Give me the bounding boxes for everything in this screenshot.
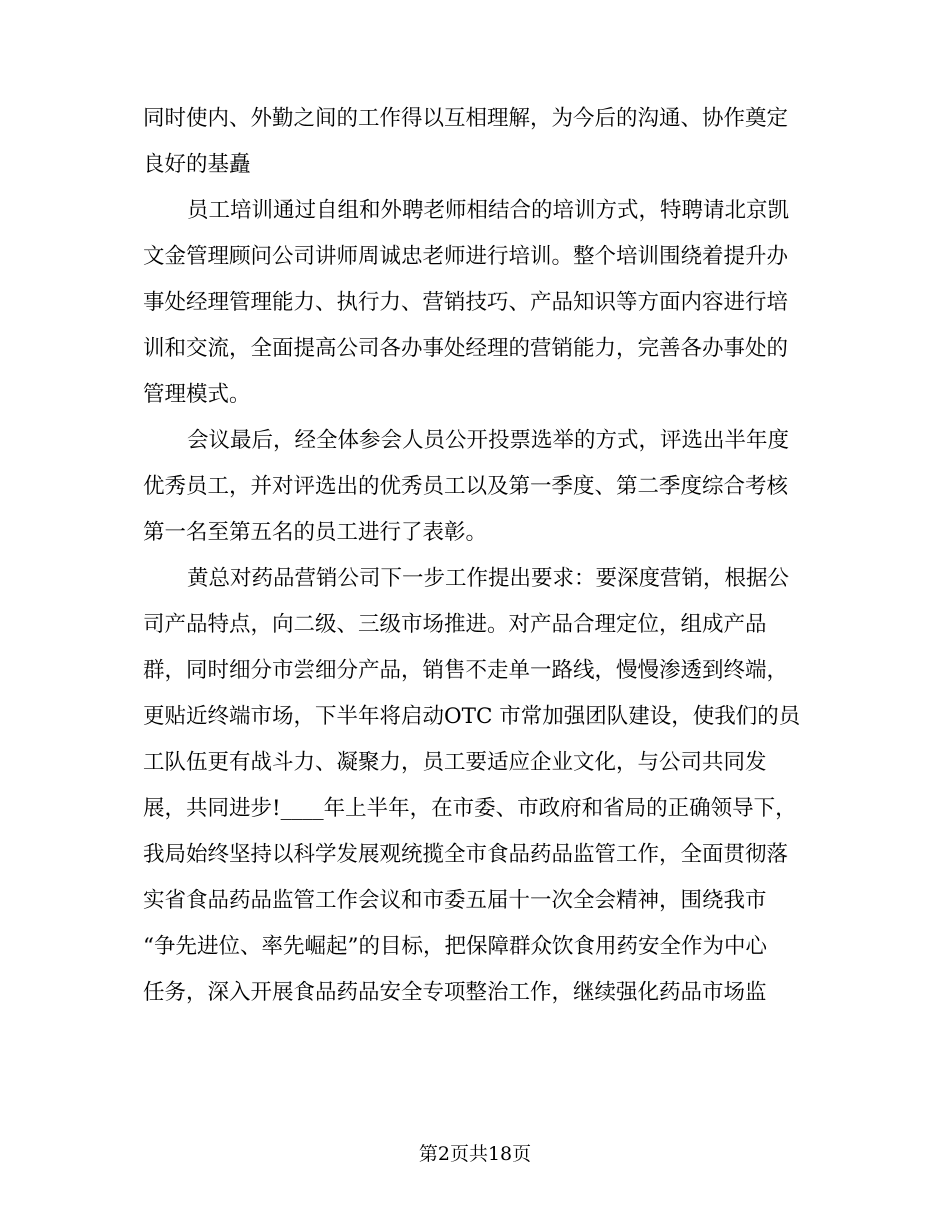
text-line: 训和交流，全面提高公司各办事处经理的营销能力，完善各办事处的	[143, 336, 789, 361]
text-line: 我局始终坚持以科学发展观统揽全市食品药品监管工作，全面贯彻落	[143, 842, 789, 867]
text-line: 第一名至第五名的员工进行了表彰。	[143, 520, 488, 545]
paragraph-first-line: 员工培训通过自组和外聘老师相结合的培训方式，特聘请北京凯	[187, 198, 790, 223]
text-line: 工队伍更有战斗力、凝聚力，员工要适应企业文化，与公司共同发	[143, 750, 767, 775]
paragraph-first-line: 会议最后，经全体参会人员公开投票选举的方式，评选出半年度	[187, 428, 790, 453]
paragraph-first-line: 黄总对药品营销公司下一步工作提出要求：要深度营销，根据公	[187, 566, 790, 591]
text-line: 任务，深入开展食品药品安全专项整治工作，继续强化药品市场监	[143, 980, 767, 1005]
text-line: 群，同时细分市尝细分产品，销售不走单一路线，慢慢渗透到终端，	[143, 658, 789, 683]
document-body	[143, 96, 808, 1016]
text-line: 更贴近终端市场，下半年将启动OTC 市常加强团队建设，使我们的员	[143, 704, 801, 729]
text-line: 良好的基矗	[143, 152, 251, 177]
text-line: 司产品特点，向二级、三级市场推进。对产品合理定位，组成产品	[143, 612, 767, 637]
text-line: 事处经理管理能力、执行力、营销技巧、产品知识等方面内容进行培	[143, 290, 789, 315]
text-line: 优秀员工，并对评选出的优秀员工以及第一季度、第二季度综合考核	[143, 474, 789, 499]
text-line: 管理模式。	[143, 382, 251, 407]
text-line: 实省食品药品监管工作会议和市委五届十一次全会精神，围绕我市	[143, 888, 767, 913]
text-line: 文金管理顾问公司讲师周诚忠老师进行培训。整个培训围绕着提升办	[143, 244, 789, 269]
text-line: 同时使内、外勤之间的工作得以互相理解，为今后的沟通、协作奠定	[143, 106, 789, 131]
text-line: “争先进位、率先崛起”的目标，把保障群众饮食用药安全作为中心	[143, 934, 767, 959]
page-number-footer: 第2页共18页	[418, 1143, 532, 1165]
text-line: 展，共同进步!____年上半年，在市委、市政府和省局的正确领导下，	[143, 796, 797, 821]
